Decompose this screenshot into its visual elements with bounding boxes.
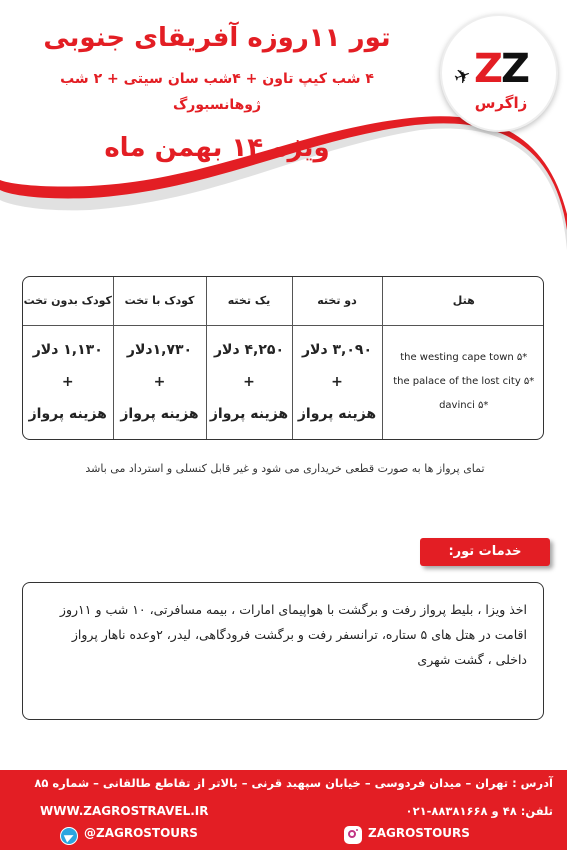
instagram-icon (344, 826, 362, 844)
logo-mark: ZZ (473, 46, 529, 92)
flight-cost: هزینه پرواز (297, 406, 377, 423)
col-double: دو تخته (292, 277, 382, 325)
telegram-icon (60, 827, 78, 845)
price-value: ۴,۲۵۰ دلار (213, 342, 285, 359)
footer (0, 770, 567, 850)
price-value: ۳,۰۹۰ دلار (301, 342, 373, 359)
flight-note: تمای پرواز ها به صورت قطعی خریداری می شود و غیر قابل کنسلی و استرداد می باشد (85, 462, 485, 475)
services-label: خدمات تور: (420, 538, 550, 566)
col-child-with-bed: کودک با تخت (113, 277, 206, 325)
footer-telegram[interactable]: @ZAGROSTOURS (84, 826, 198, 840)
price-value: ۱,۷۳۰دلار (126, 342, 193, 359)
hotel-list (382, 325, 544, 439)
price-table (22, 276, 544, 440)
price-child-with-bed (113, 325, 206, 439)
header-title-block (27, 20, 407, 166)
plus-sign: + (153, 374, 166, 391)
zagros-logo (440, 14, 558, 132)
services-box (22, 582, 544, 720)
services-text: اخذ ویزا ، بلیط پرواز رفت و برگشت با هواپیمای امارات ، بیمه مسافرتی، ۱۰ شب و ۱۱روز اقامت در هتل های ۵ ستاره، ترانسفر رفت و برگشت فرودگاهی، لیدر، ۲وعده ناهار پرواز داخلی ، گشت شهری (59, 602, 527, 667)
hotel-name: the westing cape town ۵* (400, 352, 528, 364)
footer-address: آدرس : تهران – میدان فردوسی – خیابان سپهبد قرنی – بالاتر از تقاطع طالقانی – شماره ۸۵ (34, 776, 553, 790)
table-header-row (23, 277, 544, 325)
table-row (23, 325, 544, 439)
flight-cost: هزینه پرواز (209, 406, 289, 423)
plus-sign: + (61, 374, 74, 391)
logo-name: زاگرس (474, 94, 528, 112)
footer-website[interactable]: WWW.ZAGROSTRAVEL.IR (40, 804, 209, 818)
price-single (206, 325, 292, 439)
price-child-no-bed (23, 325, 113, 439)
tour-date: ویژه ۱۴ بهمن ماه (104, 133, 330, 163)
footer-phone: تلفن: ۴۸ و ۸۸۳۸۱۶۶۸-۰۲۱ (405, 804, 553, 818)
airplane-icon: ✈ (450, 61, 475, 91)
hotel-name: the palace of the lost city ۵* (393, 376, 535, 388)
price-value: ۱,۱۳۰ دلار (32, 342, 103, 359)
tour-title: تور ۱۱روزه آفریقای جنوبی (43, 23, 391, 53)
col-child-no-bed: کودک بدون تخت (23, 277, 113, 325)
price-double (292, 325, 382, 439)
col-hotel: هتل (382, 277, 544, 325)
flight-cost: هزینه پرواز (28, 406, 107, 423)
plus-sign: + (331, 374, 343, 391)
plus-sign: + (243, 374, 255, 391)
flight-cost: هزینه پرواز (120, 406, 199, 423)
footer-instagram[interactable]: ZAGROSTOURS (368, 826, 470, 840)
col-single: یک تخته (206, 277, 292, 325)
tour-itinerary: ۴ شب کیپ تاون + ۴شب سان سیتی + ۲ شب ژوهانسبورگ (60, 71, 374, 113)
hotel-name: davinci ۵* (439, 400, 489, 412)
